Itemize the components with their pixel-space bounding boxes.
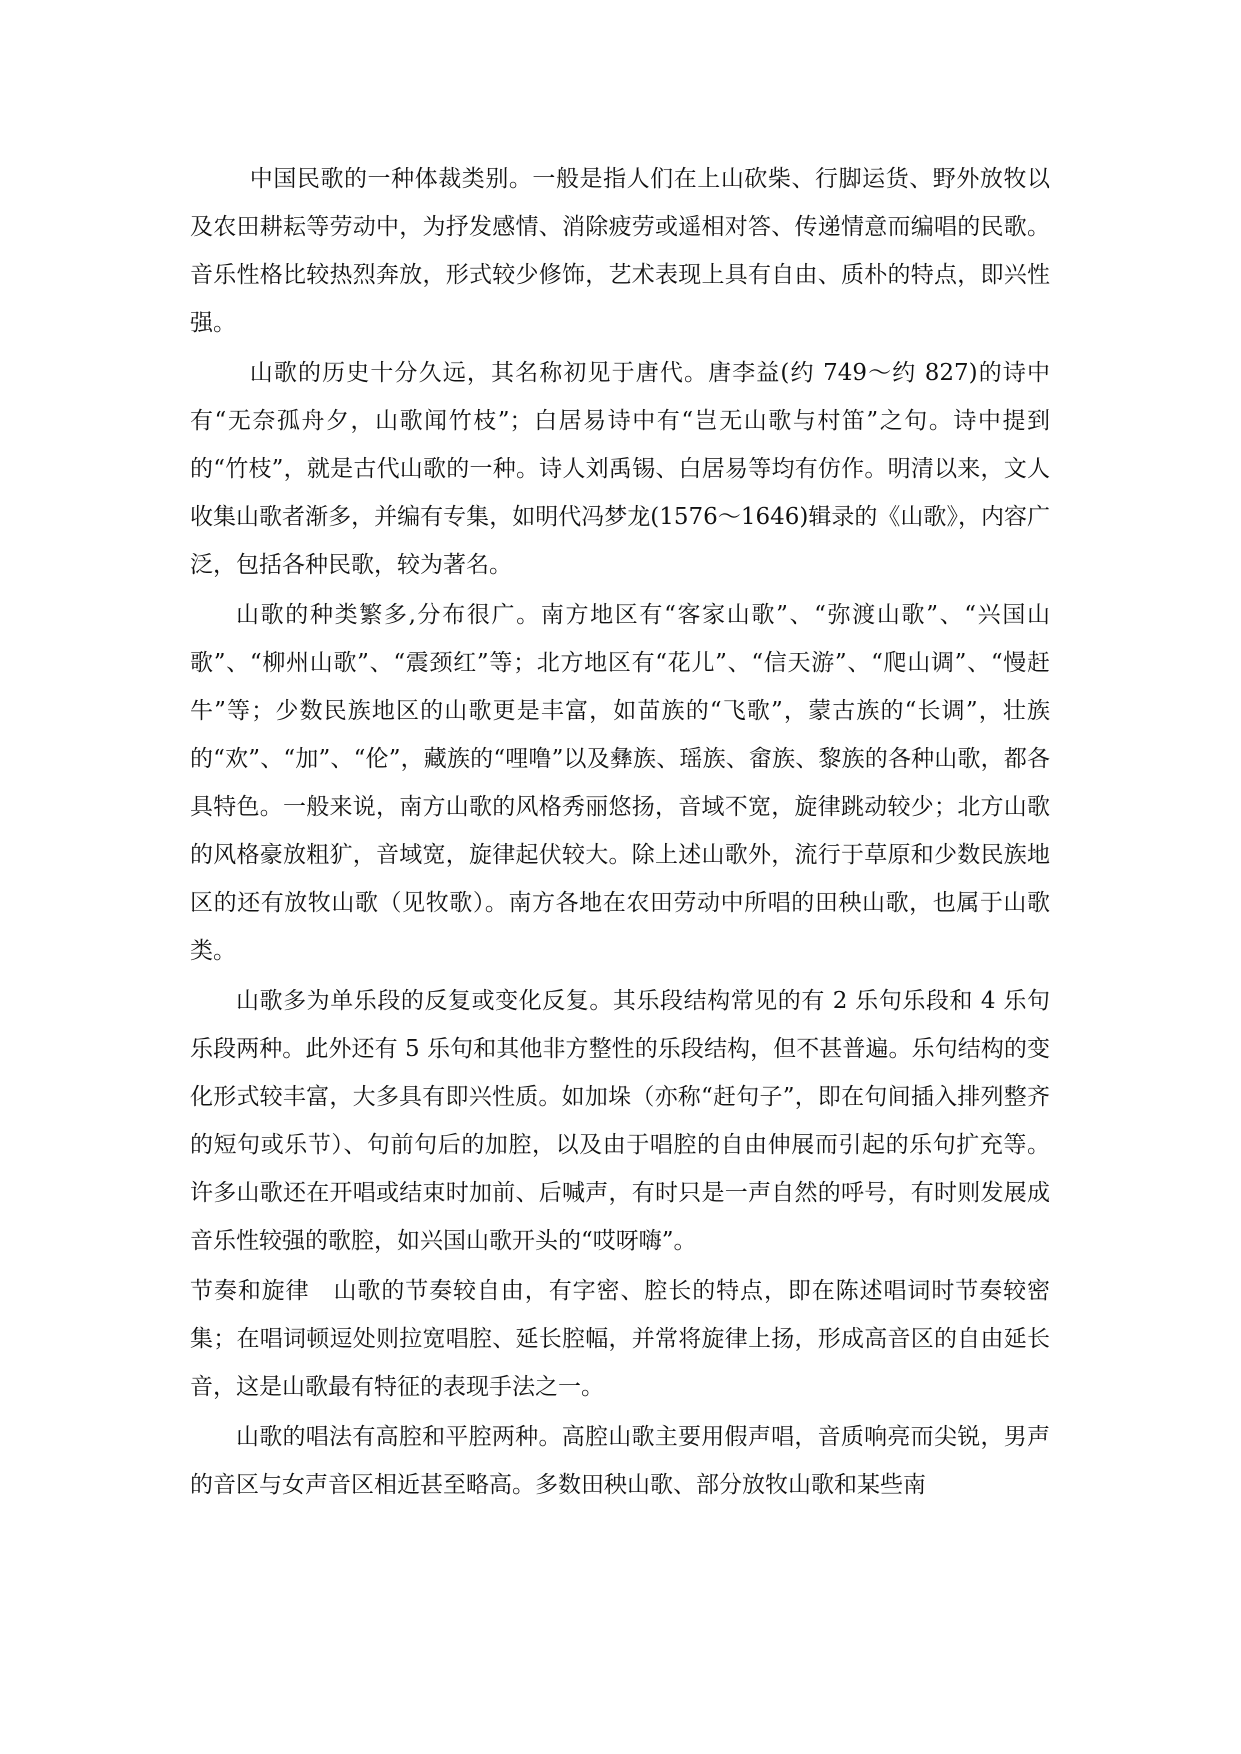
paragraph-rhythm-melody: 节奏和旋律 山歌的节奏较自由，有字密、腔长的特点，即在陈述唱词时节奏较密集；在唱词顿逗处则拉宽唱腔、延长腔幅，并常将旋律上扬，形成高音区的自由延长音，这是山歌最有特征的表现手法之一。 — [190, 1278, 1050, 1400]
paragraph-definition: 中国民歌的一种体裁类别。一般是指人们在上山砍柴、行脚运货、野外放牧以及农田耕耘等劳动中，为抒发感情、消除疲劳或遥相对答、传递情意而编唱的民歌。音乐性格比较热烈奔放，形式较少修饰，艺术表现上具有自由、质朴的特点，即兴性强。 — [190, 166, 1050, 336]
paragraph-varieties: 山歌的种类繁多,分布很广。南方地区有“客家山歌”、“弥渡山歌”、“兴国山歌”、“柳州山歌”、“震颈红”等；北方地区有“花儿”、“信天游”、“爬山调”、“慢赶牛”等；少数民族地区的山歌更是丰富，如苗族的“飞歌”，蒙古族的“长调”，壮族的“欢”、“加”、“伦”，藏族的“哩噜”以及彝族、瑶族、畲族、黎族的各种山歌，都各具特色。一般来说，南方山歌的风格秀丽悠扬，音域不宽，旋律跳动较少；北方山歌的风格豪放粗犷，音域宽，旋律起伏较大。除上述山歌外，流行于草原和少数民族地区的还有放牧山歌（见牧歌）。南方各地在农田劳动中所唱的田秧山歌，也属于山歌类。 — [190, 602, 1050, 964]
paragraph-history: 山歌的历史十分久远，其名称初见于唐代。唐李益(约 749～约 827)的诗中有“无奈孤舟夕，山歌闻竹枝”；白居易诗中有“岂无山歌与村笛”之句。诗中提到的“竹枝”，就是古代山歌的一种。诗人刘禹锡、白居易等均有仿作。明清以来，文人收集山歌者渐多，并编有专集，如明代冯梦龙(1576～1646)辑录的《山歌》，内容广泛，包括各种民歌，较为著名。 — [190, 360, 1050, 578]
paragraph-singing-style: 山歌的唱法有高腔和平腔两种。高腔山歌主要用假声唱，音质响亮而尖锐，男声的音区与女声音区相近甚至略高。多数田秧山歌、部分放牧山歌和某些南 — [190, 1424, 1050, 1498]
document-body — [190, 155, 1050, 1511]
paragraph-structure: 山歌多为单乐段的反复或变化反复。其乐段结构常见的有 2 乐句乐段和 4 乐句乐段两种。此外还有 5 乐句和其他非方整性的乐段结构，但不甚普遍。乐句结构的变化形式较丰富，大多具有即兴性质。如加垛（亦称“赶句子”，即在句间插入排列整齐的短句或乐节）、句前句后的加腔，以及由于唱腔的自由伸展而引起的乐句扩充等。许多山歌还在开唱或结束时加前、后喊声，有时只是一声自然的呼号，有时则发展成音乐性较强的歌腔，如兴国山歌开头的“哎呀嗨”。 — [190, 988, 1050, 1254]
